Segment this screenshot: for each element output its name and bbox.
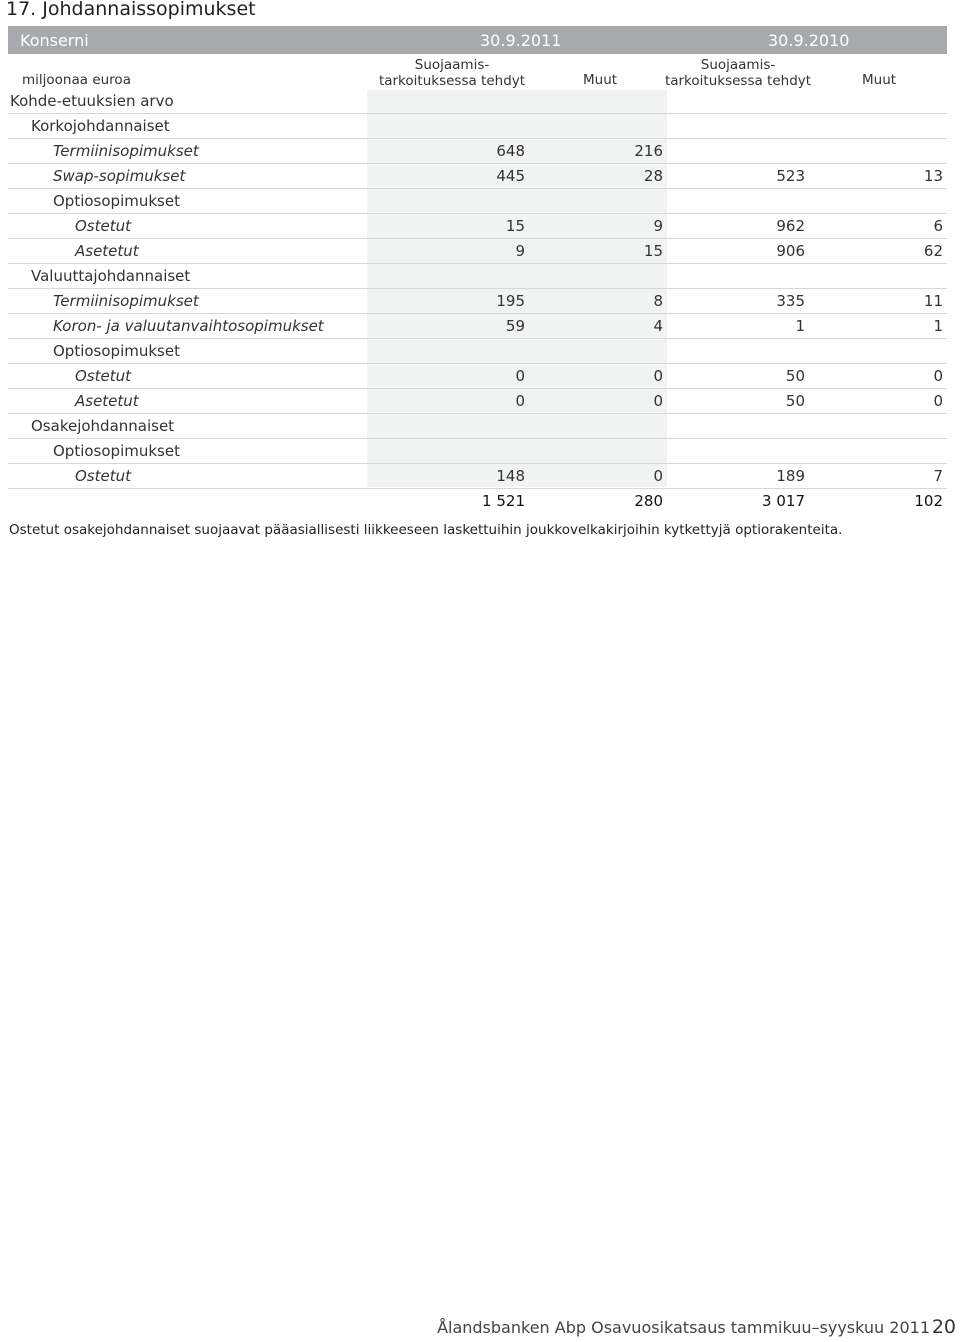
table-row: [8, 264, 947, 289]
cell-value: 50: [667, 389, 809, 414]
cell-value: 0: [529, 364, 667, 389]
date-2010: 30.9.2010: [768, 31, 850, 50]
cell-value: 906: [667, 239, 809, 264]
total-value: 102: [914, 492, 943, 510]
row-label: Optiosopimukset: [8, 439, 367, 464]
cell-value: 1: [809, 314, 947, 339]
table-row: [8, 139, 947, 164]
cell-value: 50: [667, 364, 809, 389]
cell-value: [667, 189, 809, 214]
cell-value: 9: [367, 239, 529, 264]
table-row: [8, 189, 947, 214]
cell-value: 195: [367, 289, 529, 314]
row-label: Koron- ja valuutanvaihtosopimukset: [8, 314, 367, 339]
row-label: Ostetut: [8, 364, 367, 389]
cell-value: [529, 89, 667, 114]
hedge-header-line2: tarkoituksessa tehdyt: [378, 73, 526, 89]
cell-value: [809, 189, 947, 214]
cell-value: [367, 439, 529, 464]
cell-value: 962: [667, 214, 809, 239]
table-body: [8, 89, 947, 513]
cell-value: [367, 114, 529, 139]
cell-value: 0: [367, 364, 529, 389]
cell-value: [667, 89, 809, 114]
row-label: Optiosopimukset: [8, 189, 367, 214]
cell-value: [529, 114, 667, 139]
total-value: 1 521: [482, 492, 525, 510]
cell-value: [529, 264, 667, 289]
table-row: [8, 439, 947, 464]
row-label: Optiosopimukset: [8, 339, 367, 364]
cell-value: [367, 264, 529, 289]
cell-value: [667, 264, 809, 289]
row-label: Korkojohdannaiset: [8, 114, 367, 139]
table-row: [8, 364, 947, 389]
cell-value: 0: [809, 389, 947, 414]
cell-value: 0: [529, 464, 667, 489]
group-label: Konserni: [20, 31, 89, 50]
derivatives-table: [8, 89, 947, 513]
cell-value: [529, 189, 667, 214]
cell-value: 445: [367, 164, 529, 189]
cell-value: 6: [809, 214, 947, 239]
cell-value: [667, 139, 809, 164]
row-label: Ostetut: [8, 214, 367, 239]
cell-value: [809, 414, 947, 439]
cell-value: 59: [367, 314, 529, 339]
cell-value: 0: [809, 364, 947, 389]
footer-text: Ålandsbanken Abp Osavuosikatsaus tammikuu–syyskuu 2011: [437, 1318, 930, 1337]
row-label: Termiinisopimukset: [8, 139, 367, 164]
cell-value: 1: [667, 314, 809, 339]
cell-value: 7: [809, 464, 947, 489]
header-band: [8, 26, 947, 54]
total-row: [8, 489, 947, 514]
table-row: [8, 289, 947, 314]
column-header-hedge-2010: [663, 57, 813, 89]
column-header-other-2010: Muut: [862, 72, 897, 88]
cell-value: [367, 89, 529, 114]
total-label: [8, 489, 367, 514]
unit-label: miljoonaa euroa: [22, 72, 131, 88]
row-label: Kohde-etuuksien arvo: [8, 89, 367, 114]
row-label: Asetetut: [8, 239, 367, 264]
cell-value: [367, 414, 529, 439]
cell-value: 15: [367, 214, 529, 239]
hedge-header-line2: tarkoituksessa tehdyt: [664, 73, 812, 89]
row-label: Ostetut: [8, 464, 367, 489]
cell-value: 9: [529, 214, 667, 239]
table-row: [8, 164, 947, 189]
row-label: Asetetut: [8, 389, 367, 414]
cell-value: [667, 114, 809, 139]
cell-value: 62: [809, 239, 947, 264]
page-number: 20: [931, 1316, 956, 1338]
table-row: [8, 464, 947, 489]
cell-value: 28: [529, 164, 667, 189]
cell-value: 216: [529, 139, 667, 164]
cell-value: [667, 439, 809, 464]
cell-value: 4: [529, 314, 667, 339]
total-value: 3 017: [762, 492, 805, 510]
cell-value: 148: [367, 464, 529, 489]
cell-value: 648: [367, 139, 529, 164]
cell-value: [529, 339, 667, 364]
cell-value: [667, 414, 809, 439]
date-2011: 30.9.2011: [480, 31, 562, 50]
cell-value: 523: [667, 164, 809, 189]
table-row: [8, 389, 947, 414]
section-title: 17. Johdannaissopimukset: [6, 0, 256, 20]
column-header-hedge-2011: [367, 57, 537, 89]
table-row: [8, 114, 947, 139]
cell-value: 335: [667, 289, 809, 314]
row-label: Osakejohdannaiset: [8, 414, 367, 439]
cell-value: [809, 114, 947, 139]
cell-value: [529, 439, 667, 464]
cell-value: [809, 439, 947, 464]
column-header-other-2011: Muut: [583, 72, 618, 88]
row-label: Valuuttajohdannaiset: [8, 264, 367, 289]
cell-value: [809, 89, 947, 114]
table-row: [8, 339, 947, 364]
hedge-header-line1: Suojaamis-: [414, 57, 490, 73]
cell-value: [367, 189, 529, 214]
table-row: [8, 314, 947, 339]
cell-value: 0: [529, 389, 667, 414]
cell-value: 189: [667, 464, 809, 489]
cell-value: [529, 414, 667, 439]
cell-value: [809, 339, 947, 364]
cell-value: 0: [367, 389, 529, 414]
cell-value: 15: [529, 239, 667, 264]
hedge-header-line1: Suojaamis-: [700, 57, 776, 73]
cell-value: 13: [809, 164, 947, 189]
table-row: [8, 89, 947, 114]
cell-value: [367, 339, 529, 364]
row-label: Termiinisopimukset: [8, 289, 367, 314]
row-label: Swap-sopimukset: [8, 164, 367, 189]
cell-value: [809, 264, 947, 289]
table-row: [8, 239, 947, 264]
total-value: 280: [634, 492, 663, 510]
cell-value: [809, 139, 947, 164]
table-row: [8, 214, 947, 239]
cell-value: 8: [529, 289, 667, 314]
cell-value: 11: [809, 289, 947, 314]
footnote: Ostetut osakejohdannaiset suojaavat pääasiallisesti liikkeeseen laskettuihin joukkovelkakirjoihin kytkettyjä optiorakenteita.: [9, 522, 843, 538]
cell-value: [667, 339, 809, 364]
table-row: [8, 414, 947, 439]
